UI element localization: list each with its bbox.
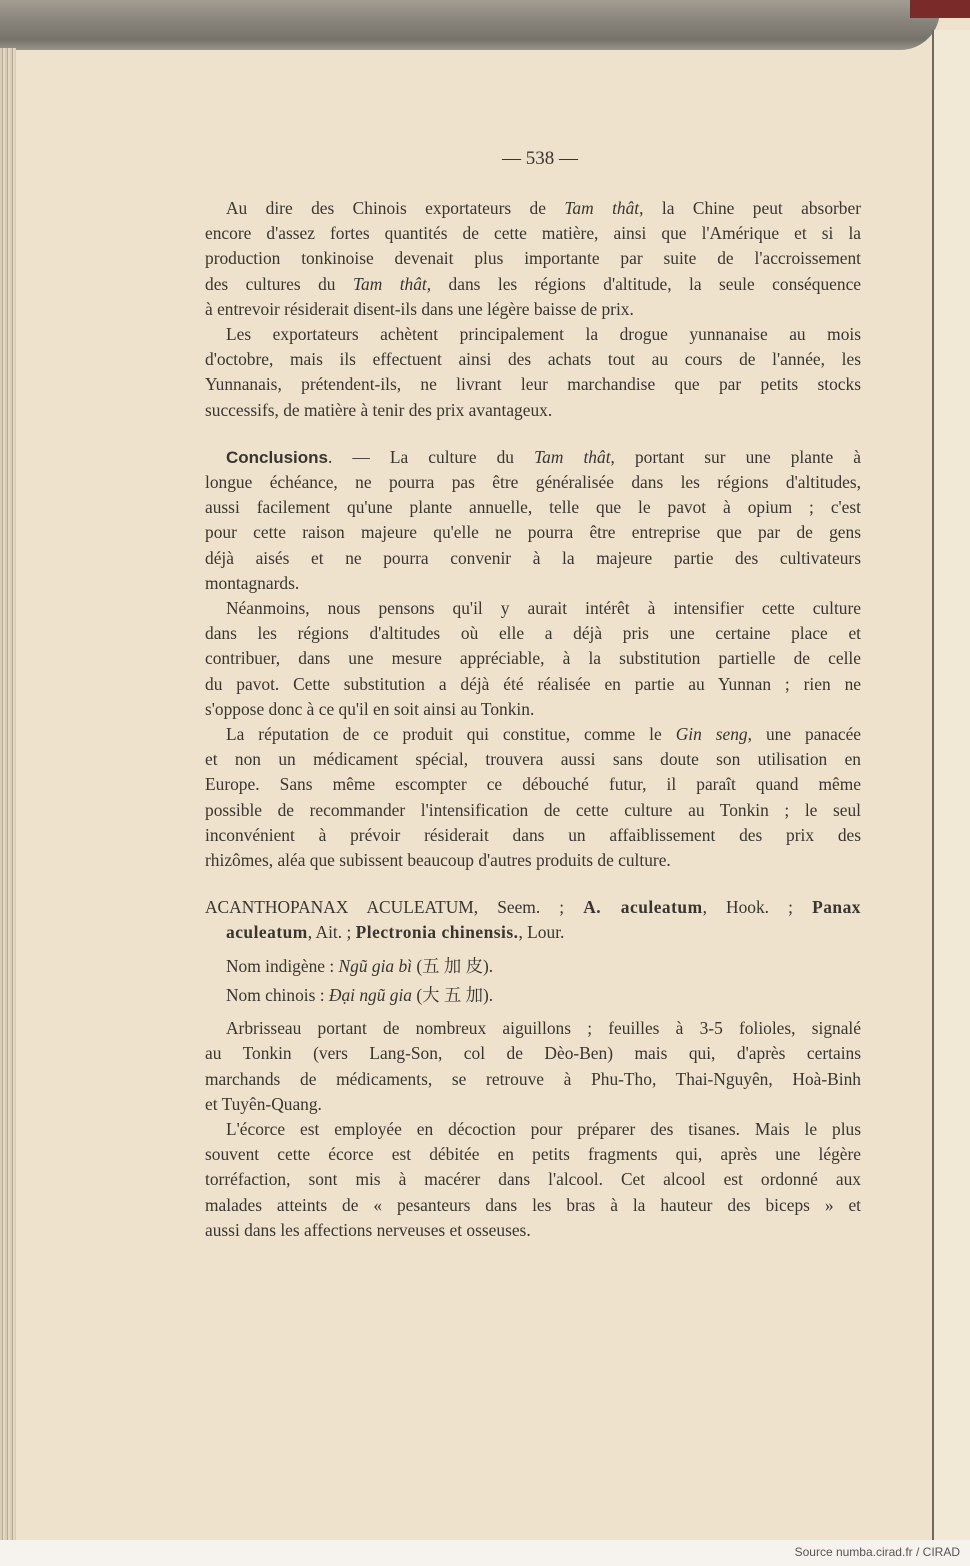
paragraph bbox=[205, 322, 861, 423]
page-edges-left bbox=[0, 48, 16, 1548]
text-run: dans les régions d'altitudes où elle a déjà pris une certaine place et bbox=[205, 623, 861, 644]
text-run: rhizômes, aléa que subissent beaucoup d'autres produits de culture. bbox=[205, 850, 671, 871]
text-run: , Lour. bbox=[518, 922, 565, 943]
text-run: Néanmoins, nous pensons qu'il y aurait intérêt à intensifier cette culture bbox=[226, 598, 861, 619]
text-run: déjà aisés et ne pourra convenir à la majeure partie des cultivateurs bbox=[205, 547, 861, 568]
text-run: à entrevoir résiderait disent-ils dans une légère baisse de prix. bbox=[205, 298, 634, 319]
text-run: d'octobre, mais ils effectuent ainsi des achats tout au cours de l'année, les bbox=[205, 349, 861, 370]
text-line bbox=[205, 221, 861, 246]
book-cover-corner bbox=[910, 0, 970, 18]
paragraph bbox=[205, 1117, 861, 1243]
italic-term: Gin seng bbox=[675, 724, 748, 745]
bold-synonym: aculeatum bbox=[226, 922, 308, 943]
text-line bbox=[205, 372, 861, 397]
page-number: — 538 — bbox=[502, 148, 578, 169]
text-line bbox=[205, 697, 861, 722]
text-line bbox=[205, 954, 861, 979]
text-line bbox=[205, 747, 861, 772]
text-run: Europe. Sans même escompter ce débouché futur, il paraît quand même bbox=[205, 774, 861, 795]
text-run: . — La culture du bbox=[328, 446, 535, 467]
text-line bbox=[205, 621, 861, 646]
text-run: des cultures du bbox=[205, 273, 353, 294]
text-run: longue échéance, ne pourra pas être généralisée dans les régions d'altitudes, bbox=[205, 472, 861, 493]
paragraph bbox=[205, 983, 861, 1008]
text-run: (大 五 加). bbox=[412, 984, 494, 1005]
text-run: (五 加 皮). bbox=[411, 955, 494, 976]
source-credit: Source numba.cirad.fr / CIRAD bbox=[794, 1545, 960, 1559]
italic-term: Đại ngũ gia bbox=[328, 984, 412, 1005]
bold-synonym: Panax bbox=[812, 897, 861, 918]
italic-term: Tam thât bbox=[534, 446, 611, 467]
text-line bbox=[205, 546, 861, 571]
text-line bbox=[205, 798, 861, 823]
text-run: Nom chinois : bbox=[226, 984, 329, 1005]
text-line bbox=[205, 722, 861, 747]
text-run: L'écorce est employée en décoction pour préparer des tisanes. Mais le plus bbox=[226, 1118, 861, 1139]
paragraph bbox=[205, 954, 861, 979]
text-line bbox=[205, 672, 861, 697]
text-run: , portant sur une plante à bbox=[610, 446, 862, 467]
text-run: Arbrisseau portant de nombreux aiguillons ; feuilles à 3-5 folioles, signalé bbox=[226, 1018, 861, 1039]
text-run: du pavot. Cette substitution a déjà été réalisée en partie au Yunnan ; rien ne bbox=[205, 673, 861, 694]
text-run: La réputation de ce produit qui constitue, comme le bbox=[226, 724, 676, 745]
italic-term: Tam thât bbox=[564, 198, 640, 218]
text-line bbox=[205, 848, 861, 873]
paragraph bbox=[205, 895, 861, 945]
text-line bbox=[205, 322, 861, 347]
paragraph bbox=[205, 445, 861, 596]
text-run: ACANTHOPANAX ACULEATUM, Seem. ; bbox=[205, 897, 584, 918]
text-run: marchands de médicaments, se retrouve à Phu-Tho, Thai-Nguyên, Hoà-Binh bbox=[205, 1068, 861, 1089]
text-run: , dans les régions d'altitude, la seule conséquence bbox=[426, 273, 862, 294]
text-line bbox=[205, 1218, 861, 1243]
text-line bbox=[205, 920, 861, 945]
text-line bbox=[205, 983, 861, 1008]
text-run: au Tonkin (vers Lang-Son, col de Dèo-Ben) mais qui, d'après certains bbox=[205, 1043, 861, 1064]
text-line bbox=[205, 571, 861, 596]
text-line bbox=[205, 272, 861, 297]
text-line bbox=[205, 495, 861, 520]
text-run: , Ait. ; bbox=[307, 922, 356, 943]
paragraph bbox=[205, 1016, 861, 1117]
text-run: , une panacée bbox=[747, 724, 862, 745]
paragraph bbox=[205, 722, 861, 873]
text-run: aussi facilement qu'une plante annuelle, telle que le pavot à opium ; c'est bbox=[205, 497, 861, 518]
bold-synonym: Plectronia chinensis. bbox=[355, 922, 519, 943]
text-line bbox=[205, 398, 861, 423]
italic-term: Ngũ gia bì bbox=[338, 955, 412, 976]
text-run: Yunnanais, prétendent-ils, ne livrant leur marchandise que par petits stocks bbox=[205, 374, 861, 395]
text-run: Les exportateurs achètent principalement la drogue yunnanaise au mois bbox=[226, 324, 861, 345]
text-line bbox=[205, 1167, 861, 1192]
paragraph bbox=[205, 596, 861, 722]
text-run: pour cette raison majeure qu'elle ne pourra être entreprise que par de gens bbox=[205, 522, 861, 543]
paragraph bbox=[205, 196, 861, 322]
text-line bbox=[205, 1016, 861, 1041]
text-run: encore d'assez fortes quantités de cette matière, ainsi que l'Amérique et si la bbox=[205, 223, 861, 244]
text-line bbox=[205, 297, 861, 322]
text-line bbox=[205, 246, 861, 271]
text-run: production tonkinoise devenait plus importante par suite de l'accroissement bbox=[205, 248, 861, 269]
text-run: , la Chine peut absorber bbox=[639, 198, 862, 218]
text-run: , Hook. ; bbox=[702, 897, 813, 918]
text-line bbox=[205, 520, 861, 545]
text-run: aussi dans les affections nerveuses et osseuses. bbox=[205, 1219, 531, 1240]
text-line bbox=[205, 895, 861, 920]
facing-page-edge bbox=[932, 30, 970, 1550]
text-line bbox=[205, 1142, 861, 1167]
text-run: successifs, de matière à tenir des prix avantageux. bbox=[205, 399, 553, 420]
text-run: souvent cette écorce est débitée en petits fragments qui, après une légère bbox=[205, 1144, 861, 1165]
text-line bbox=[205, 823, 861, 848]
text-line bbox=[205, 646, 861, 671]
book-page-stack-top bbox=[0, 0, 940, 50]
text-run: contribuer, dans une mesure appréciable, à la substitution partielle de celle bbox=[205, 648, 861, 669]
text-line bbox=[205, 445, 861, 470]
text-line bbox=[205, 1067, 861, 1092]
text-line bbox=[205, 772, 861, 797]
text-run: Nom indigène : bbox=[226, 955, 339, 976]
bold-synonym: A. aculeatum bbox=[583, 897, 703, 918]
text-line bbox=[205, 347, 861, 372]
text-line bbox=[205, 1193, 861, 1218]
text-line bbox=[205, 1092, 861, 1117]
text-run: montagnards. bbox=[205, 572, 300, 593]
document-body bbox=[205, 196, 861, 1243]
text-run: torréfaction, sont mis à macérer dans l'alcool. Cet alcool est ordonné aux bbox=[205, 1169, 861, 1190]
text-run: malades atteints de « pesanteurs dans les bras à la hauteur des biceps » et bbox=[205, 1194, 861, 1215]
text-line bbox=[205, 1117, 861, 1142]
text-run: possible de recommander l'intensification de cette culture au Tonkin ; le seul bbox=[205, 799, 861, 820]
text-line bbox=[205, 596, 861, 621]
text-run: Au dire des Chinois exportateurs de bbox=[226, 198, 565, 218]
text-run: inconvénient à prévoir résiderait dans un affaiblissement des prix des bbox=[205, 824, 861, 845]
text-line bbox=[205, 470, 861, 495]
italic-term: Tam thât bbox=[352, 273, 427, 294]
text-line bbox=[205, 196, 861, 221]
text-line bbox=[205, 1041, 861, 1066]
text-run: et Tuyên-Quang. bbox=[205, 1093, 322, 1114]
text-run: et non un médicament spécial, trouvera aussi sans doute son utilisation en bbox=[205, 749, 861, 770]
text-run: s'oppose donc à ce qu'il en soit ainsi au Tonkin. bbox=[205, 698, 535, 719]
section-heading: Conclusions bbox=[226, 447, 329, 467]
